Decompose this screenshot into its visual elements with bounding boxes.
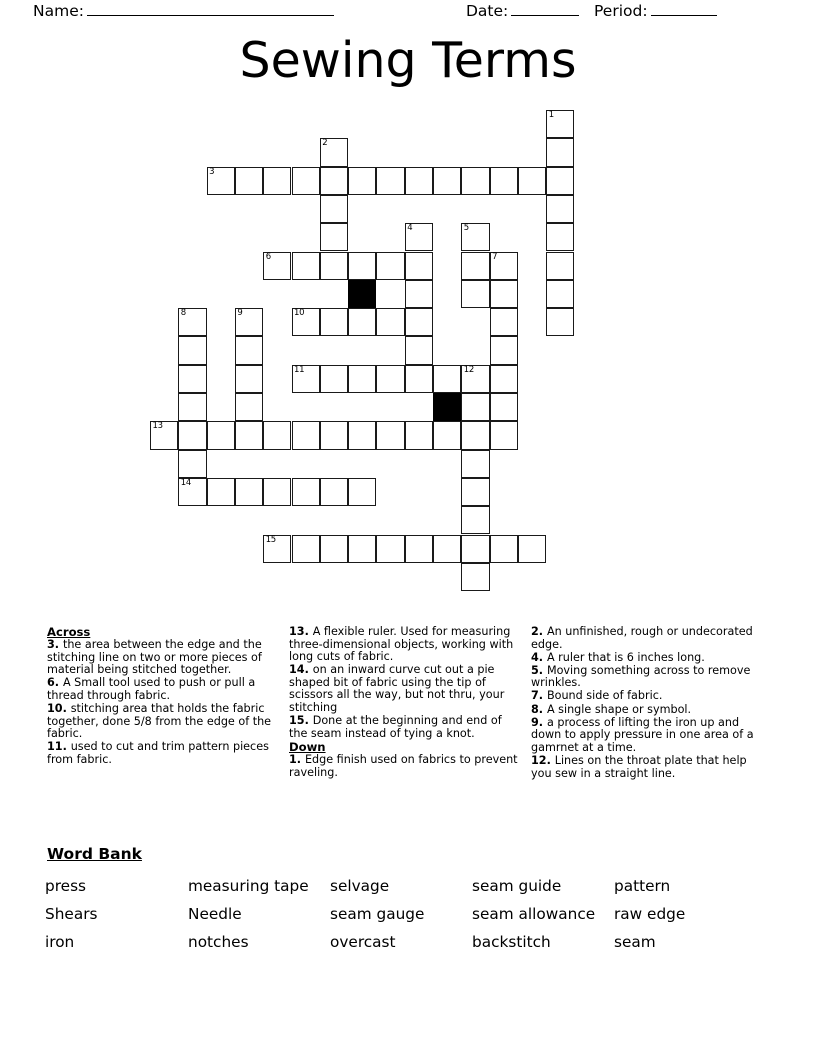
word-bank-word: iron	[45, 933, 75, 951]
grid-cell[interactable]	[178, 393, 206, 421]
date-label: Date:	[466, 2, 509, 20]
grid-cell[interactable]	[490, 421, 518, 449]
grid-cell[interactable]	[263, 478, 291, 506]
grid-cell[interactable]	[546, 308, 574, 336]
grid-cell[interactable]	[263, 421, 291, 449]
grid-cell[interactable]	[433, 535, 461, 563]
grid-cell-number: 2	[322, 138, 328, 149]
crossword-grid[interactable]	[150, 110, 590, 630]
clue-text: Done at the beginning and end of the seam instead of tying a knot.	[289, 714, 502, 740]
clues-column-2	[289, 626, 522, 780]
clue-text: used to cut and trim pattern pieces from fabric.	[47, 740, 269, 766]
word-bank-table	[45, 872, 745, 956]
word-bank-word: seam allowance	[472, 905, 596, 923]
grid-cell[interactable]	[348, 252, 376, 280]
clue-number: 13.	[289, 625, 313, 638]
clue-text: An unfinished, rough or undecorated edge.	[531, 625, 753, 651]
clue-text: a process of lifting the iron up and down to apply pressure in one area of a gamrnet at a time.	[531, 715, 754, 754]
grid-cell[interactable]	[461, 478, 489, 506]
grid-cell[interactable]	[292, 478, 320, 506]
grid-cell[interactable]	[320, 535, 348, 563]
word-bank-heading: Word Bank	[47, 845, 142, 863]
period-field[interactable]	[594, 2, 717, 20]
grid-cell[interactable]	[376, 308, 404, 336]
grid-cell[interactable]	[405, 336, 433, 364]
grid-cell-number: 9	[237, 308, 243, 319]
grid-cell[interactable]	[320, 365, 348, 393]
grid-cell[interactable]	[376, 167, 404, 195]
clue-number: 7.	[531, 689, 547, 703]
clue-item	[289, 626, 522, 664]
word-bank-word: Needle	[188, 905, 242, 923]
grid-cell[interactable]	[490, 393, 518, 421]
word-bank-word: overcast	[330, 933, 396, 951]
grid-cell[interactable]	[320, 308, 348, 336]
date-field[interactable]	[466, 2, 579, 20]
clue-item	[289, 754, 522, 779]
word-bank-word: raw edge	[614, 905, 686, 923]
grid-cell[interactable]	[235, 167, 263, 195]
grid-cell[interactable]	[292, 365, 320, 393]
grid-cell[interactable]	[178, 450, 206, 478]
clue-text: the area between the edge and the stitching line on two or more pieces of material being stitched together.	[47, 638, 262, 677]
word-bank-word: notches	[188, 933, 249, 951]
grid-cell[interactable]	[461, 421, 489, 449]
grid-cell[interactable]	[320, 167, 348, 195]
grid-cell[interactable]	[178, 478, 206, 506]
grid-cell[interactable]	[348, 421, 376, 449]
grid-cell-number: 14	[180, 477, 192, 488]
clue-item	[531, 690, 757, 703]
grid-cell[interactable]	[320, 421, 348, 449]
grid-cell[interactable]	[263, 252, 291, 280]
clue-number: 5.	[531, 663, 547, 677]
clue-number: 4.	[531, 650, 547, 664]
word-bank-row	[45, 900, 745, 928]
grid-cell-number: 4	[407, 223, 413, 234]
grid-cell-number: 12	[463, 364, 475, 375]
clue-item	[289, 664, 522, 714]
down-heading: Down	[289, 739, 326, 754]
clue-item	[531, 626, 757, 651]
clue-number: 14.	[289, 663, 313, 677]
word-bank-row	[45, 872, 745, 900]
date-blank-line[interactable]	[511, 2, 579, 16]
grid-cell[interactable]	[461, 563, 489, 591]
clue-text: A single shape or symbol.	[546, 702, 692, 716]
grid-cell[interactable]	[292, 421, 320, 449]
grid-cell[interactable]	[320, 252, 348, 280]
grid-cell[interactable]	[150, 421, 178, 449]
grid-cell[interactable]	[348, 167, 376, 195]
word-bank-word: seam guide	[472, 877, 562, 895]
grid-cell[interactable]	[235, 478, 263, 506]
grid-cell[interactable]	[292, 308, 320, 336]
grid-cell[interactable]	[461, 393, 489, 421]
grid-cell-number: 10	[294, 308, 305, 319]
grid-cell-number: 1	[548, 110, 554, 120]
clues-region	[0, 626, 816, 826]
grid-cell[interactable]	[546, 138, 574, 166]
grid-cell[interactable]	[546, 110, 574, 138]
clue-item	[531, 704, 757, 717]
grid-cell[interactable]	[405, 280, 433, 308]
grid-cell[interactable]	[433, 365, 461, 393]
grid-cell[interactable]	[546, 195, 574, 223]
grid-cell[interactable]	[490, 252, 518, 280]
grid-cell[interactable]	[178, 336, 206, 364]
clue-number: 12.	[531, 753, 555, 767]
grid-cell[interactable]	[433, 167, 461, 195]
clue-item	[531, 717, 757, 755]
grid-cell[interactable]	[405, 167, 433, 195]
grid-cell[interactable]	[461, 506, 489, 534]
word-bank-word: Shears	[45, 905, 98, 923]
grid-cell[interactable]	[207, 478, 235, 506]
grid-cell[interactable]	[433, 421, 461, 449]
grid-cell[interactable]	[348, 478, 376, 506]
name-label: Name:	[33, 2, 84, 20]
grid-cell[interactable]	[405, 365, 433, 393]
grid-cell[interactable]	[235, 336, 263, 364]
grid-cell[interactable]	[546, 167, 574, 195]
grid-cell[interactable]	[518, 535, 546, 563]
grid-cell[interactable]	[405, 421, 433, 449]
grid-cell-number: 6	[265, 251, 271, 262]
grid-cell[interactable]	[263, 167, 291, 195]
grid-cell[interactable]	[320, 223, 348, 251]
grid-cell[interactable]	[461, 252, 489, 280]
grid-cell[interactable]	[461, 280, 489, 308]
clue-text: Edge finish used on fabrics to prevent raveling.	[289, 752, 518, 779]
grid-cell-number: 3	[209, 166, 215, 177]
grid-cell-number: 8	[180, 308, 186, 319]
page-title: Sewing Terms	[239, 32, 577, 89]
clue-item	[47, 677, 274, 702]
period-blank-line[interactable]	[651, 2, 717, 16]
grid-cell[interactable]	[263, 535, 291, 563]
grid-cell-number: 11	[294, 364, 305, 375]
clue-item	[47, 639, 274, 677]
grid-cell[interactable]	[235, 308, 263, 336]
name-field[interactable]	[33, 2, 334, 20]
word-bank-word: seam gauge	[330, 905, 425, 923]
word-bank-word: selvage	[330, 877, 390, 895]
grid-cell[interactable]	[292, 167, 320, 195]
grid-cell[interactable]	[348, 535, 376, 563]
clues-column-3	[531, 626, 757, 781]
clue-item	[47, 741, 274, 766]
word-bank-row	[45, 928, 745, 956]
grid-cell[interactable]	[461, 535, 489, 563]
word-bank-word: press	[45, 877, 87, 895]
grid-cell[interactable]	[320, 195, 348, 223]
grid-cell[interactable]	[490, 308, 518, 336]
grid-cell[interactable]	[207, 421, 235, 449]
clue-text: on an inward curve cut out a pie shaped bit of fabric using the tip of scissors all the way, but not thru, your stitching	[289, 663, 505, 715]
grid-cell[interactable]	[235, 421, 263, 449]
grid-cell[interactable]	[405, 535, 433, 563]
clue-text: A Small tool used to push or pull a thread through fabric.	[47, 676, 256, 702]
grid-cell[interactable]	[490, 535, 518, 563]
grid-cell[interactable]	[461, 365, 489, 393]
clue-number: 6.	[47, 676, 63, 690]
grid-cell[interactable]	[461, 450, 489, 478]
grid-cell[interactable]	[235, 393, 263, 421]
grid-cell[interactable]	[320, 138, 348, 166]
clue-number: 9.	[531, 715, 547, 729]
clue-number: 1.	[289, 752, 305, 766]
grid-cell[interactable]	[405, 223, 433, 251]
grid-cell[interactable]	[376, 365, 404, 393]
grid-cell[interactable]	[178, 308, 206, 336]
clue-item	[47, 703, 274, 741]
clue-number: 15.	[289, 714, 313, 728]
grid-cell[interactable]	[490, 167, 518, 195]
grid-cell-number: 5	[463, 223, 469, 234]
clue-item	[531, 652, 757, 665]
word-bank-word: measuring tape	[188, 877, 309, 895]
clue-text: stitching area that holds the fabric together, done 5/8 from the edge of the fabric.	[47, 702, 272, 741]
grid-cell[interactable]	[348, 308, 376, 336]
grid-cell[interactable]	[178, 421, 206, 449]
worksheet-header	[0, 0, 816, 30]
grid-cell[interactable]	[546, 252, 574, 280]
grid-cell[interactable]	[405, 252, 433, 280]
clue-text: A ruler that is 6 inches long.	[546, 650, 705, 664]
grid-cell-number: 15	[265, 534, 276, 545]
clue-text: Bound side of fabric.	[546, 689, 663, 703]
grid-cell[interactable]	[320, 478, 348, 506]
grid-cell[interactable]	[461, 223, 489, 251]
clue-number: 8.	[531, 702, 547, 716]
grid-cell[interactable]	[490, 280, 518, 308]
grid-cell[interactable]	[348, 365, 376, 393]
word-bank-body	[45, 872, 745, 956]
grid-cell[interactable]	[546, 223, 574, 251]
grid-cell[interactable]	[376, 535, 404, 563]
grid-cell[interactable]	[376, 421, 404, 449]
across-heading: Across	[47, 625, 91, 639]
grid-cell[interactable]	[292, 535, 320, 563]
clue-item	[531, 665, 757, 690]
clue-item	[531, 755, 757, 780]
grid-cell[interactable]	[292, 252, 320, 280]
clue-number: 2.	[531, 625, 547, 638]
period-label: Period:	[594, 2, 648, 20]
clue-number: 10.	[47, 702, 71, 716]
grid-cell[interactable]	[376, 252, 404, 280]
grid-block-cell	[433, 393, 461, 421]
word-bank-word: pattern	[614, 877, 671, 895]
grid-block-cell	[348, 280, 376, 308]
name-blank-line[interactable]	[87, 2, 334, 16]
grid-cell[interactable]	[546, 280, 574, 308]
grid-cell-number: 7	[492, 251, 498, 262]
grid-cell[interactable]	[461, 167, 489, 195]
clue-item	[289, 715, 522, 740]
clue-text: Lines on the throat plate that help you sew in a straight line.	[531, 753, 747, 780]
grid-cell[interactable]	[207, 167, 235, 195]
grid-cell[interactable]	[235, 365, 263, 393]
clue-number: 3.	[47, 638, 63, 652]
grid-cell[interactable]	[490, 365, 518, 393]
word-bank-word: backstitch	[472, 933, 551, 951]
grid-cell[interactable]	[405, 308, 433, 336]
grid-cell[interactable]	[178, 365, 206, 393]
clues-column-1	[47, 626, 274, 767]
grid-cell[interactable]	[518, 167, 546, 195]
clue-text: A flexible ruler. Used for measuring three-dimensional objects, working with long cuts of fabric.	[289, 625, 514, 664]
grid-cell[interactable]	[490, 336, 518, 364]
clue-text: Moving something across to remove wrinkles.	[531, 663, 751, 690]
grid-cell-number: 13	[152, 421, 163, 432]
clue-number: 11.	[47, 740, 71, 754]
word-bank-word: seam	[614, 933, 656, 951]
